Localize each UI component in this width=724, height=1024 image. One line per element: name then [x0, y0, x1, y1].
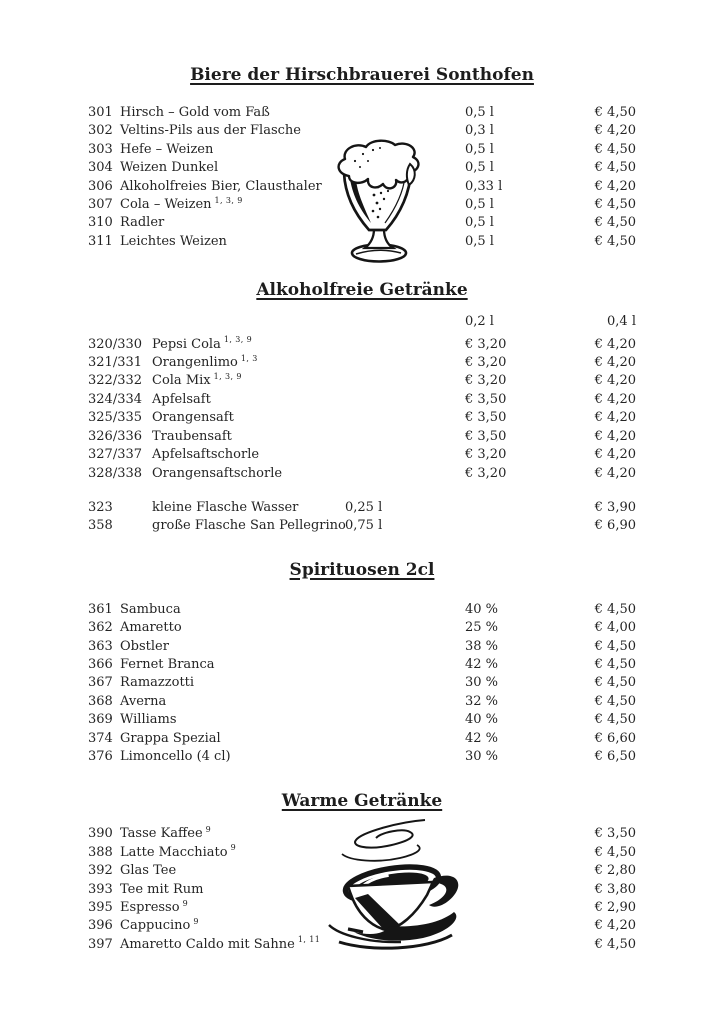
item-price-small: € 3,20	[465, 355, 507, 371]
menu-item-row	[0, 446, 724, 464]
size-header-row	[0, 313, 724, 331]
item-number: 321/331	[88, 355, 143, 371]
menu-item-row	[0, 336, 724, 354]
section-title-warme	[0, 789, 724, 813]
bottle-item-list	[0, 499, 724, 536]
section-title-text: Alkoholfreie Getränke	[256, 280, 468, 301]
item-price: € 4,50	[594, 233, 636, 249]
menu-item-row	[0, 233, 724, 251]
menu-item-row	[0, 936, 724, 954]
menu-item-row	[0, 619, 724, 637]
item-size: 0,3 l	[465, 123, 494, 139]
item-price-small: € 3,20	[465, 447, 507, 463]
item-price: € 3,90	[594, 499, 636, 515]
item-price-large: € 4,20	[594, 373, 636, 389]
section-title-spirituosen	[0, 558, 724, 582]
item-price: € 4,20	[594, 123, 636, 139]
item-price: € 4,50	[594, 693, 636, 709]
menu-item-row	[0, 844, 724, 862]
item-number: 310	[88, 215, 113, 231]
menu-item-row	[0, 214, 724, 232]
item-price-large: € 4,20	[594, 336, 636, 352]
item-name	[120, 936, 465, 954]
item-name	[120, 122, 465, 140]
item-name-text: Hefe – Weizen	[120, 141, 214, 157]
item-price: € 4,50	[594, 712, 636, 728]
item-name: Sambuca	[120, 601, 181, 617]
item-number: 367	[88, 675, 113, 691]
item-number: 324/334	[88, 391, 143, 407]
item-number: 368	[88, 693, 113, 709]
item-name: Obstler	[120, 638, 169, 654]
section-title-text: Spirituosen 2cl	[289, 559, 435, 580]
item-size: 0,5 l	[465, 215, 494, 231]
item-name	[120, 844, 465, 862]
item-number: 362	[88, 620, 113, 636]
item-name	[120, 899, 465, 917]
item-name-text: Cappucino	[120, 918, 191, 934]
item-name	[120, 881, 465, 899]
menu-item-row	[0, 881, 724, 899]
item-name: Limoncello (4 cl)	[120, 748, 231, 764]
item-number: 363	[88, 638, 113, 654]
item-name-text: Espresso	[120, 900, 180, 915]
item-number: 358	[88, 518, 113, 534]
item-name-text: Cola Mix	[152, 373, 211, 389]
section-title-biere	[0, 0, 724, 87]
item-price: € 4,50	[594, 675, 636, 691]
item-name	[120, 104, 465, 122]
menu-item-row	[0, 104, 724, 122]
item-abv: 32 %	[465, 693, 499, 709]
item-name: Fernet Branca	[120, 656, 215, 672]
item-name	[152, 409, 465, 427]
item-number: 307	[88, 197, 113, 213]
footnote-refs: 1, 3, 9	[223, 335, 253, 345]
item-price: € 3,50	[594, 826, 636, 842]
item-name-text: Pepsi Cola	[152, 336, 221, 352]
item-price: € 6,50	[594, 748, 636, 764]
item-number: 397	[88, 936, 113, 952]
item-price: € 4,50	[594, 844, 636, 860]
item-number: 306	[88, 178, 113, 194]
item-name: Grappa Spezial	[120, 730, 221, 746]
item-name-text: Apfelsaftschorle	[152, 447, 260, 463]
menu-item-row	[0, 917, 724, 935]
item-name	[120, 917, 465, 935]
item-size: 0,5 l	[465, 141, 494, 157]
item-name-text: Leichtes Weizen	[120, 233, 227, 249]
item-name	[152, 428, 465, 446]
item-number: 361	[88, 601, 113, 617]
item-price: € 4,50	[594, 197, 636, 213]
menu-item-row	[0, 428, 724, 446]
item-price: € 4,50	[594, 638, 636, 654]
size-header-small: 0,2 l	[465, 314, 494, 330]
item-price-small: € 3,50	[465, 391, 507, 407]
section-title-text: Warme Getränke	[281, 791, 443, 812]
menu-item-row	[0, 748, 724, 766]
item-number: 302	[88, 123, 113, 139]
item-price-large: € 4,20	[594, 447, 636, 463]
item-price: € 4,20	[594, 178, 636, 194]
item-number: 393	[88, 881, 113, 897]
menu-item-row	[0, 141, 724, 159]
item-price: € 3,80	[594, 881, 636, 897]
item-name	[120, 233, 465, 251]
item-price-small: € 3,20	[465, 465, 507, 481]
biere-item-list	[0, 104, 724, 251]
item-number: 326/336	[88, 428, 143, 444]
menu-item-row	[0, 730, 724, 748]
menu-item-row	[0, 517, 724, 535]
item-abv: 42 %	[465, 730, 499, 746]
item-size: 0,5 l	[465, 197, 494, 213]
item-name: kleine Flasche Wasser	[152, 499, 299, 515]
item-name-text: Veltins-Pils aus der Flasche	[120, 123, 301, 139]
item-price-large: € 4,20	[594, 410, 636, 426]
item-price: € 2,90	[594, 900, 636, 915]
menu-item-row	[0, 391, 724, 409]
item-size: 0,33 l	[465, 178, 503, 194]
item-name	[152, 336, 465, 354]
item-name-text: Cola – Weizen	[120, 197, 212, 213]
item-price-small: € 3,20	[465, 336, 507, 352]
footnote-refs: 9	[230, 843, 237, 853]
item-price: € 4,50	[594, 656, 636, 672]
item-price-large: € 4,20	[594, 391, 636, 407]
footnote-refs: 1, 3, 9	[213, 372, 242, 382]
item-name-text: Tasse Kaffee	[120, 826, 203, 842]
item-price-large: € 4,20	[594, 355, 636, 371]
item-name-text: Alkoholfreies Bier, Clausthaler	[120, 178, 322, 194]
item-name	[120, 214, 465, 232]
footnote-refs: 1, 3, 9	[214, 195, 243, 205]
footnote-refs: 9	[205, 825, 212, 835]
item-price: € 4,50	[594, 215, 636, 231]
item-price: € 4,50	[594, 160, 636, 176]
menu-item-row	[0, 825, 724, 843]
item-name-text: Glas Tee	[120, 863, 177, 879]
item-number: 390	[88, 826, 113, 842]
item-number: 395	[88, 900, 113, 915]
item-number: 322/332	[88, 373, 143, 389]
item-name	[152, 391, 465, 409]
menu-item-row	[0, 196, 724, 214]
item-price: € 4,50	[594, 601, 636, 617]
item-size: 0,5 l	[465, 105, 494, 120]
menu-item-row	[0, 465, 724, 483]
item-price: € 6,60	[594, 730, 636, 746]
warme-item-list	[0, 825, 724, 954]
item-number: 304	[88, 160, 113, 176]
item-number: 369	[88, 712, 113, 728]
item-name	[120, 196, 465, 214]
item-price-small: € 3,50	[465, 410, 507, 426]
item-name-text: Tee mit Rum	[120, 881, 204, 897]
item-price: € 6,90	[594, 518, 636, 534]
item-name	[152, 372, 465, 390]
item-number: 388	[88, 844, 113, 860]
item-name-text: Traubensaft	[152, 428, 232, 444]
menu-item-row	[0, 638, 724, 656]
size-header-large: 0,4 l	[607, 314, 636, 330]
item-name: Averna	[120, 693, 167, 709]
item-number: 396	[88, 918, 113, 934]
item-name: Ramazzotti	[120, 675, 195, 691]
alkoholfrei-item-list	[0, 336, 724, 483]
item-price-large: € 4,20	[594, 465, 636, 481]
item-price: € 4,50	[594, 936, 636, 952]
item-name-text: Apfelsaft	[152, 391, 211, 407]
spirituosen-item-list	[0, 601, 724, 767]
item-name-text: Weizen Dunkel	[120, 160, 219, 176]
item-abv: 38 %	[465, 638, 499, 654]
item-number: 311	[88, 233, 113, 249]
menu-item-row	[0, 674, 724, 692]
menu-item-row	[0, 372, 724, 390]
item-number: 376	[88, 748, 113, 764]
item-number: 325/335	[88, 410, 143, 426]
footnote-refs: 1, 11	[297, 935, 321, 945]
item-number: 320/330	[88, 336, 143, 352]
menu-item-row	[0, 601, 724, 619]
item-name-text: Radler	[120, 215, 165, 231]
section-title-alkoholfrei	[0, 278, 724, 302]
item-abv: 30 %	[465, 675, 499, 691]
item-name-text: Latte Macchiato	[120, 844, 228, 860]
item-number: 301	[88, 105, 113, 120]
item-name	[152, 354, 465, 372]
item-abv: 40 %	[465, 601, 499, 617]
item-number: 328/338	[88, 465, 143, 481]
menu-item-row	[0, 899, 724, 917]
item-price: € 4,50	[594, 141, 636, 157]
menu-item-row	[0, 409, 724, 427]
section-title-text: Biere der Hirschbrauerei Sonthofen	[190, 65, 534, 85]
menu-item-row	[0, 159, 724, 177]
item-price: € 4,20	[594, 918, 636, 934]
item-number: 374	[88, 730, 113, 746]
item-name	[120, 178, 465, 196]
item-size: 0,75 l	[345, 518, 383, 534]
footnote-refs: 9	[193, 917, 199, 927]
item-name-text: Amaretto Caldo mit Sahne	[120, 936, 295, 952]
menu-item-row	[0, 354, 724, 372]
item-abv: 40 %	[465, 712, 499, 728]
menu-item-row	[0, 693, 724, 711]
item-abv: 25 %	[465, 620, 499, 636]
item-price: € 4,50	[594, 105, 636, 120]
item-number: 366	[88, 656, 113, 672]
item-name: Amaretto	[120, 620, 182, 636]
item-abv: 30 %	[465, 748, 499, 764]
item-size: 0,5 l	[465, 233, 494, 249]
item-name	[152, 446, 465, 464]
item-number: 303	[88, 141, 113, 157]
menu-item-row	[0, 178, 724, 196]
menu-item-row	[0, 499, 724, 517]
item-name-text: Orangensaft	[152, 410, 234, 426]
item-price-large: € 4,20	[594, 428, 636, 444]
item-name-text: Hirsch – Gold vom Faß	[120, 105, 270, 120]
menu-item-row	[0, 122, 724, 140]
item-number: 392	[88, 863, 113, 879]
item-name	[152, 465, 465, 483]
item-number: 323	[88, 499, 113, 515]
item-price-small: € 3,20	[465, 373, 507, 389]
menu-item-row	[0, 656, 724, 674]
menu-item-row	[0, 862, 724, 880]
footnote-refs: 9	[182, 898, 189, 908]
footnote-refs: 1, 3	[240, 353, 258, 363]
item-size: 0,5 l	[465, 160, 494, 176]
item-price: € 2,80	[594, 863, 636, 879]
item-abv: 42 %	[465, 656, 499, 672]
item-name	[120, 159, 465, 177]
item-price-small: € 3,50	[465, 428, 507, 444]
item-name: Williams	[120, 712, 177, 728]
item-name	[120, 862, 465, 880]
menu-item-row	[0, 711, 724, 729]
item-name	[120, 141, 465, 159]
item-number: 327/337	[88, 447, 143, 463]
item-price: € 4,00	[594, 620, 636, 636]
item-name: große Flasche San Pellegrino	[152, 518, 346, 534]
item-name	[120, 825, 465, 843]
item-name-text: Orangensaftschorle	[152, 465, 283, 481]
item-size: 0,25 l	[345, 499, 383, 515]
item-name-text: Orangenlimo	[152, 355, 238, 371]
